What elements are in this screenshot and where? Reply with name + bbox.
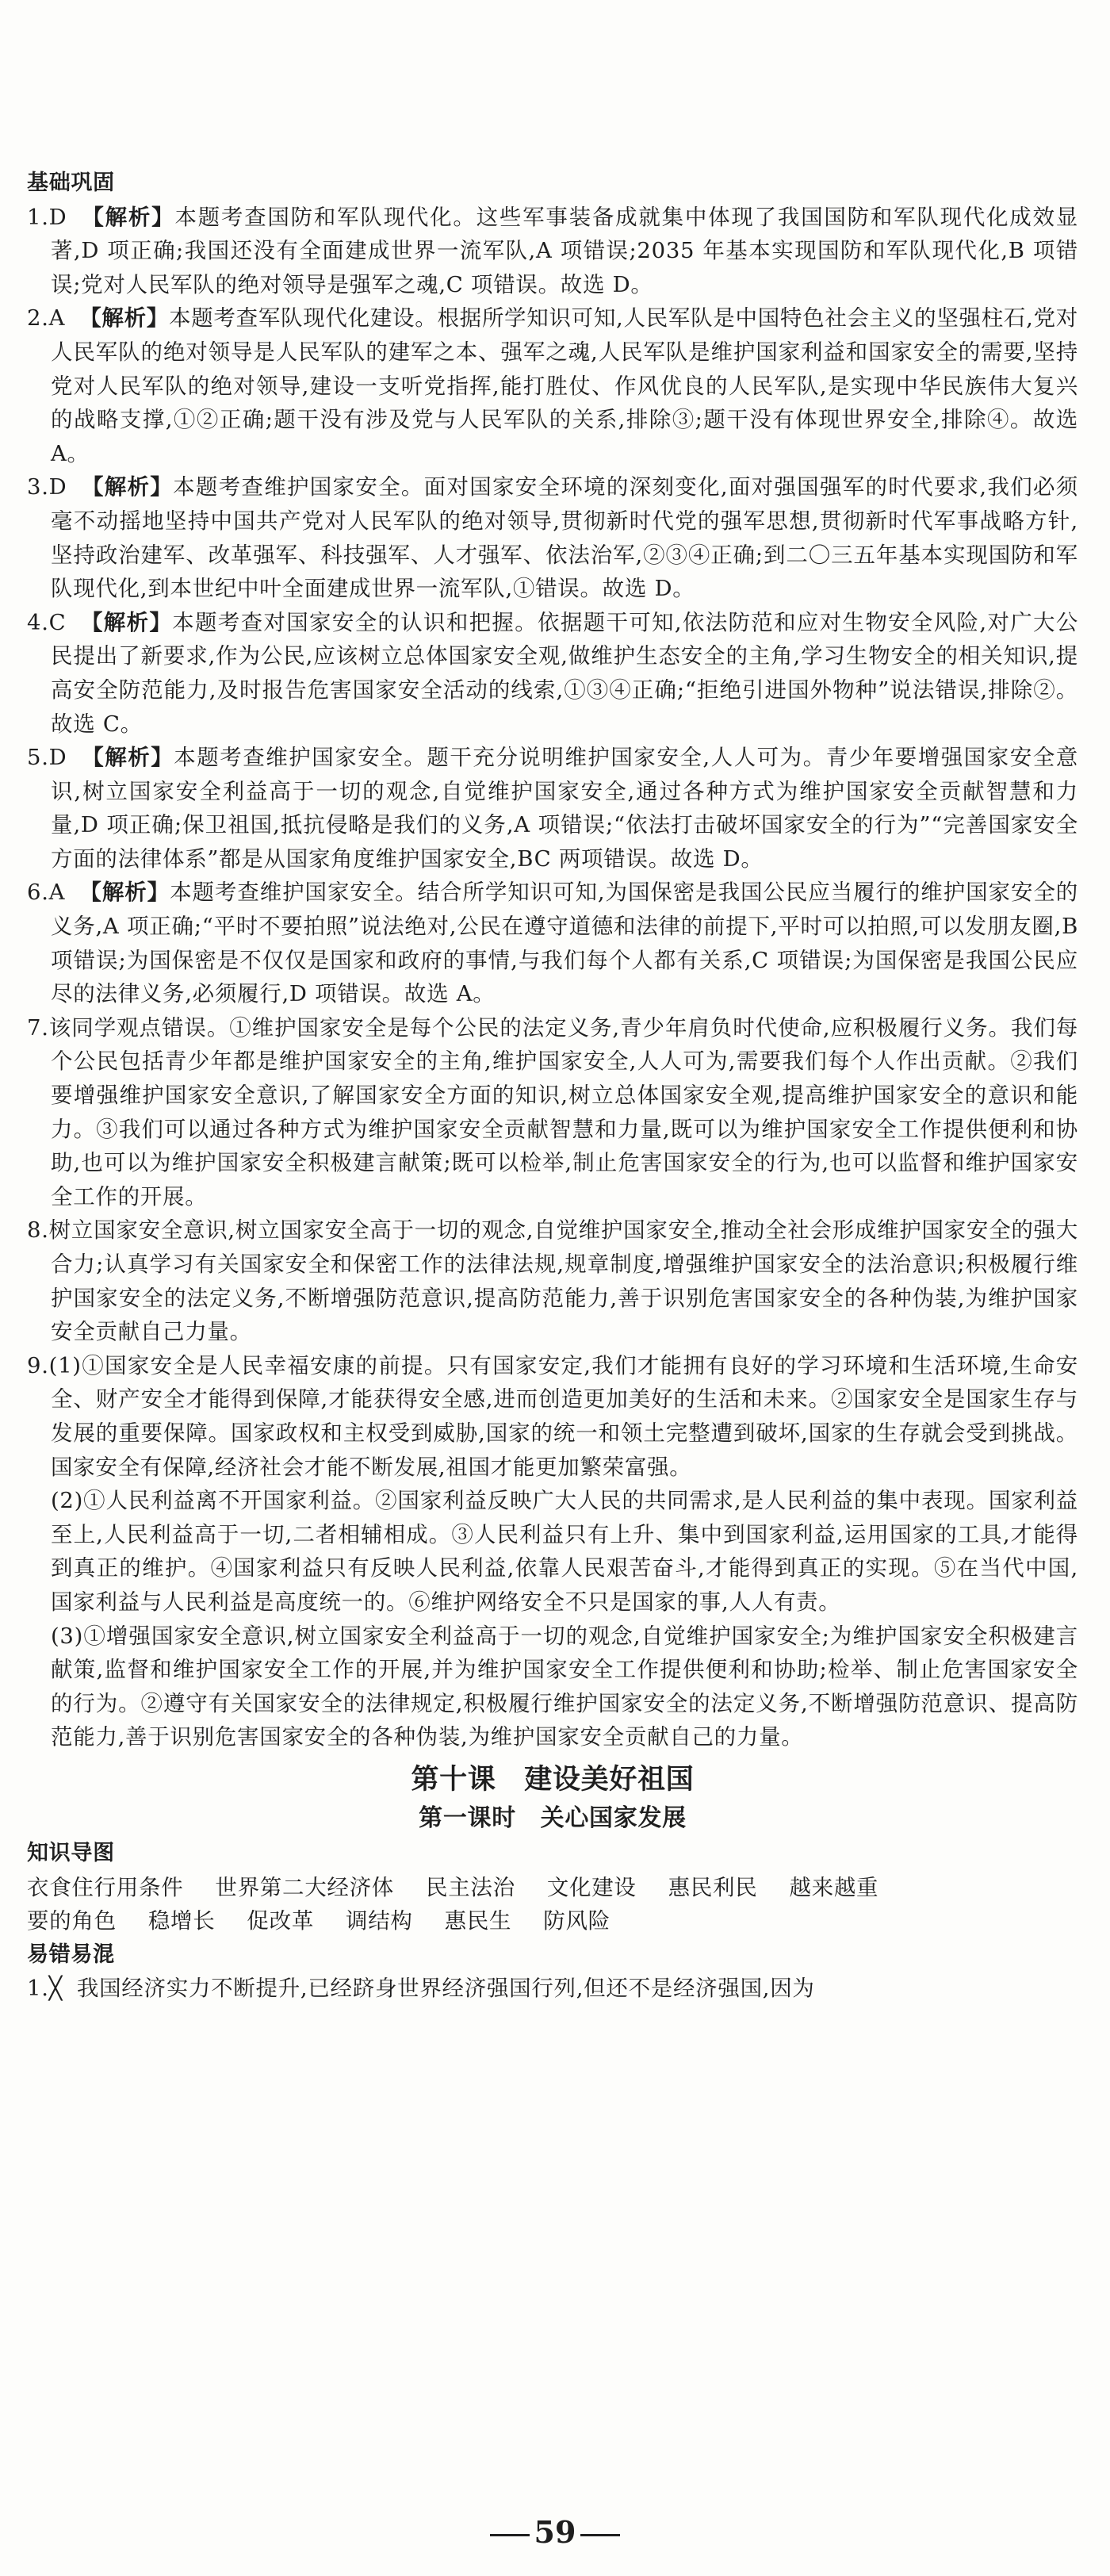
analysis-tag: 【解析】 [81,204,175,230]
answer-number: 6.A [27,880,66,906]
keyword-row [27,1904,1078,1938]
keyword: 要的角色 [27,1908,117,1934]
answer-item-q9-part3 [27,1620,1078,1754]
keyword: 衣食住行用条件 [27,1874,184,1900]
answer-number: 5.D [27,745,67,771]
section-heading-mistakes: 易错易混 [27,1942,115,1967]
analysis-tag: 【解析】 [81,474,174,500]
keyword: 世界第二大经济体 [215,1874,395,1900]
answer-number: 2.A [27,305,66,332]
answer-item [27,606,1078,741]
keyword: 越来越重 [789,1874,879,1900]
mistake-item [27,1972,1078,2006]
answer-number: 3.D [27,474,67,500]
answer-item-q9-part2 [27,1484,1078,1619]
keyword: 促改革 [247,1908,315,1934]
lesson-title: 第十课 建设美好祖国 [411,1763,695,1796]
answer-number: 8. [27,1217,49,1244]
answer-text: (1)①国家安全是人民幸福安康的前提。只有国家安定,我们才能拥有良好的学习环境和生活环境,生命安全、财产安全才能得到保障,才能获得安全感,进而创造更加美好的生活和未来。②国家安全是国家生存与发展的重要保障。国家政权和主权受到威胁,国家的统一和领土完整遭到破坏,国家的生存就会受到挑战。国家安全有保障,经济社会才能不断发展,祖国才能更加繁荣富强。 [48,1352,1078,1480]
cross-mark-icon: ╳ [48,1976,63,2002]
answer-text: (2)①人民利益离不开国家利益。②国家利益反映广大人民的共同需求,是人民利益的集中表现。国家利益至上,人民利益高于一切,二者相辅相成。③人民利益只有上升、集中到国家利益,运用国家的工具,才能得到真正的维护。④国家利益只有反映人民利益,依靠人民艰苦奋斗,才能得到真正的实现。⑤在当代中国,国家利益与人民利益是高度统一的。⑥维护网络安全不只是国家的事,人人有责。 [51,1488,1078,1615]
dash-right [580,2534,620,2536]
answer-text: 本题考查维护国家安全。结合所学知识可知,为国保密是我国公民应当履行的维护国家安全的义务,A 项正确;“平时不要拍照”说法绝对,公民在遵守道德和法律的前提下,平时可以拍照,可以发朋友圈,B 项错误;为国保密是不仅仅是国家和政府的事情,与我们每个人都有关系,C 项错误;为国保密是我国公民应尽的法律义务,必须履行,D 项错误。故选 A。 [51,880,1078,1007]
dash-left [490,2534,530,2536]
analysis-tag: 【解析】 [81,745,174,771]
keyword-row [27,1871,1078,1905]
page-number [0,2514,1110,2550]
analysis-tag: 【解析】 [79,880,170,906]
answer-text: 树立国家安全意识,树立国家安全高于一切的观念,自觉维护国家安全,推动全社会形成维护国家安全的强大合力;认真学习有关国家安全和保密工作的法律法规,规章制度,增强维护国家安全的法治意识;积极履行维护国家安全的法定义务,不断增强防范意识,提高防范能力,善于识别危害国家安全的各种伪装,为维护国家安全贡献自己力量。 [48,1217,1078,1345]
answer-text: 本题考查对国家安全的认识和把握。依据题干可知,依法防范和应对生物安全风险,对广大公民提出了新要求,作为公民,应该树立总体国家安全观,做维护生态安全的主角,学习生物安全的相关知识,提高安全防范能力,及时报告危害国家安全活动的线索,①③④正确;“拒绝引进国外物种”说法错误,排除②。故选 C。 [51,609,1078,737]
answer-number: 7. [27,1014,49,1041]
analysis-tag: 【解析】 [79,305,170,332]
answer-text: 本题考查军队现代化建设。根据所学知识可知,人民军队是中国特色社会主义的坚强柱石,党对人民军队的绝对领导是人民军队的建军之本、强军之魂,人民军队是维护国家利益和国家安全的需要,坚持党对人民军队的绝对领导,建设一支听党指挥,能打胜仗、作风优良的人民军队,是实现中华民族伟大复兴的战略支撑,①②正确;题干没有涉及党与人民军队的关系,排除③;题干没有体现世界安全,排除④。故选 A。 [51,305,1078,466]
keyword: 稳增长 [147,1908,216,1934]
answer-item [27,876,1078,1010]
keyword: 防风险 [543,1908,610,1934]
answer-number: 9. [27,1352,49,1378]
answer-item [27,470,1078,605]
keyword: 民主法治 [426,1874,515,1900]
answer-text: (3)①增强国家安全意识,树立国家安全利益高于一切的观念,自觉维护国家安全;为维护国家安全积极建言献策,监督和维护国家安全工作的开展,并为维护国家安全工作提供便利和协助;检举、制止危害国家安全的行为。②遵守有关国家安全的法律规定,积极履行维护国家安全的法定义务,不断增强防范意识、提高防范能力,善于识别危害国家安全的各种伪装,为维护国家安全贡献自己的力量。 [51,1623,1078,1750]
keyword: 调结构 [346,1908,413,1934]
answer-text: 本题考查维护国家安全。题干充分说明维护国家安全,人人可为。青少年要增强国家安全意识,树立国家安全利益高于一切的观念,自觉维护国家安全,通过各种方式为维护国家安全贡献智慧和力量,D 项正确;保卫祖国,抵抗侵略是我们的义务,A 项错误;“依法打击破坏国家安全的行为”“完善国家安全方面的法律体系”都是从国家角度维护国家安全,BC 两项错误。故选 D。 [51,745,1078,872]
answer-number: 4.C [27,609,67,635]
answer-text: 我国经济实力不断提升,已经跻身世界经济强国行列,但还不是经济强国,因为 [76,1976,815,2002]
page-number-value: 59 [534,2514,576,2550]
keyword: 惠民利民 [668,1874,758,1900]
answer-item [27,201,1078,302]
answer-text: 本题考查国防和军队现代化。这些军事装备成就集中体现了我国国防和军队现代化成效显著,D 项正确;我国还没有全面建成世界一流军队,A 项错误;2035 年基本实现国防和军队现代化,B 项错误;党对人民军队的绝对领导是强军之魂,C 项错误。故选 D。 [51,204,1079,297]
answer-item [27,1011,1078,1214]
answer-number: 1.D [27,204,67,230]
answer-number: 1. [27,1976,49,2002]
answer-text: 该同学观点错误。①维护国家安全是每个公民的法定义务,青少年肩负时代使命,应积极履行义务。我们每个公民包括青少年都是维护国家安全的主角,维护国家安全,人人可为,需要我们每个人作出贡献。②我们要增强维护国家安全意识,了解国家安全方面的知识,树立总体国家安全观,提高维护国家安全的意识和能力。③我们可以通过各种方式为维护国家安全贡献智慧和力量,既可以为维护国家安全工作提供便利和协助,也可以为维护国家安全积极建言献策;既可以检举,制止危害国家安全的行为,也可以监督和维护国家安全工作的开展。 [48,1014,1078,1209]
answer-content [27,167,1078,2006]
section-heading-knowledge-map: 知识导图 [27,1840,115,1865]
section-heading-basic: 基础巩固 [27,171,115,195]
answer-item [27,741,1078,876]
analysis-tag: 【解析】 [80,609,173,635]
answer-text: 本题考查维护国家安全。面对国家安全环境的深刻变化,面对强国强军的时代要求,我们必须毫不动摇地坚持中国共产党对人民军队的绝对领导,贯彻新时代党的强军思想,贯彻新时代军事战略方针,坚持政治建军、改革强军、科技强军、人才强军、依法治军,②③④正确;到二〇三五年基本实现国防和军队现代化,到本世纪中叶全面建成世界一流军队,①错误。故选 D。 [51,474,1078,602]
answer-item-q9-part1 [27,1349,1078,1484]
answer-item [27,301,1078,470]
keyword: 文化建设 [546,1874,637,1900]
answer-item [27,1213,1078,1348]
keyword: 惠民生 [444,1908,512,1934]
period-title: 第一课时 关心国家发展 [419,1804,687,1832]
